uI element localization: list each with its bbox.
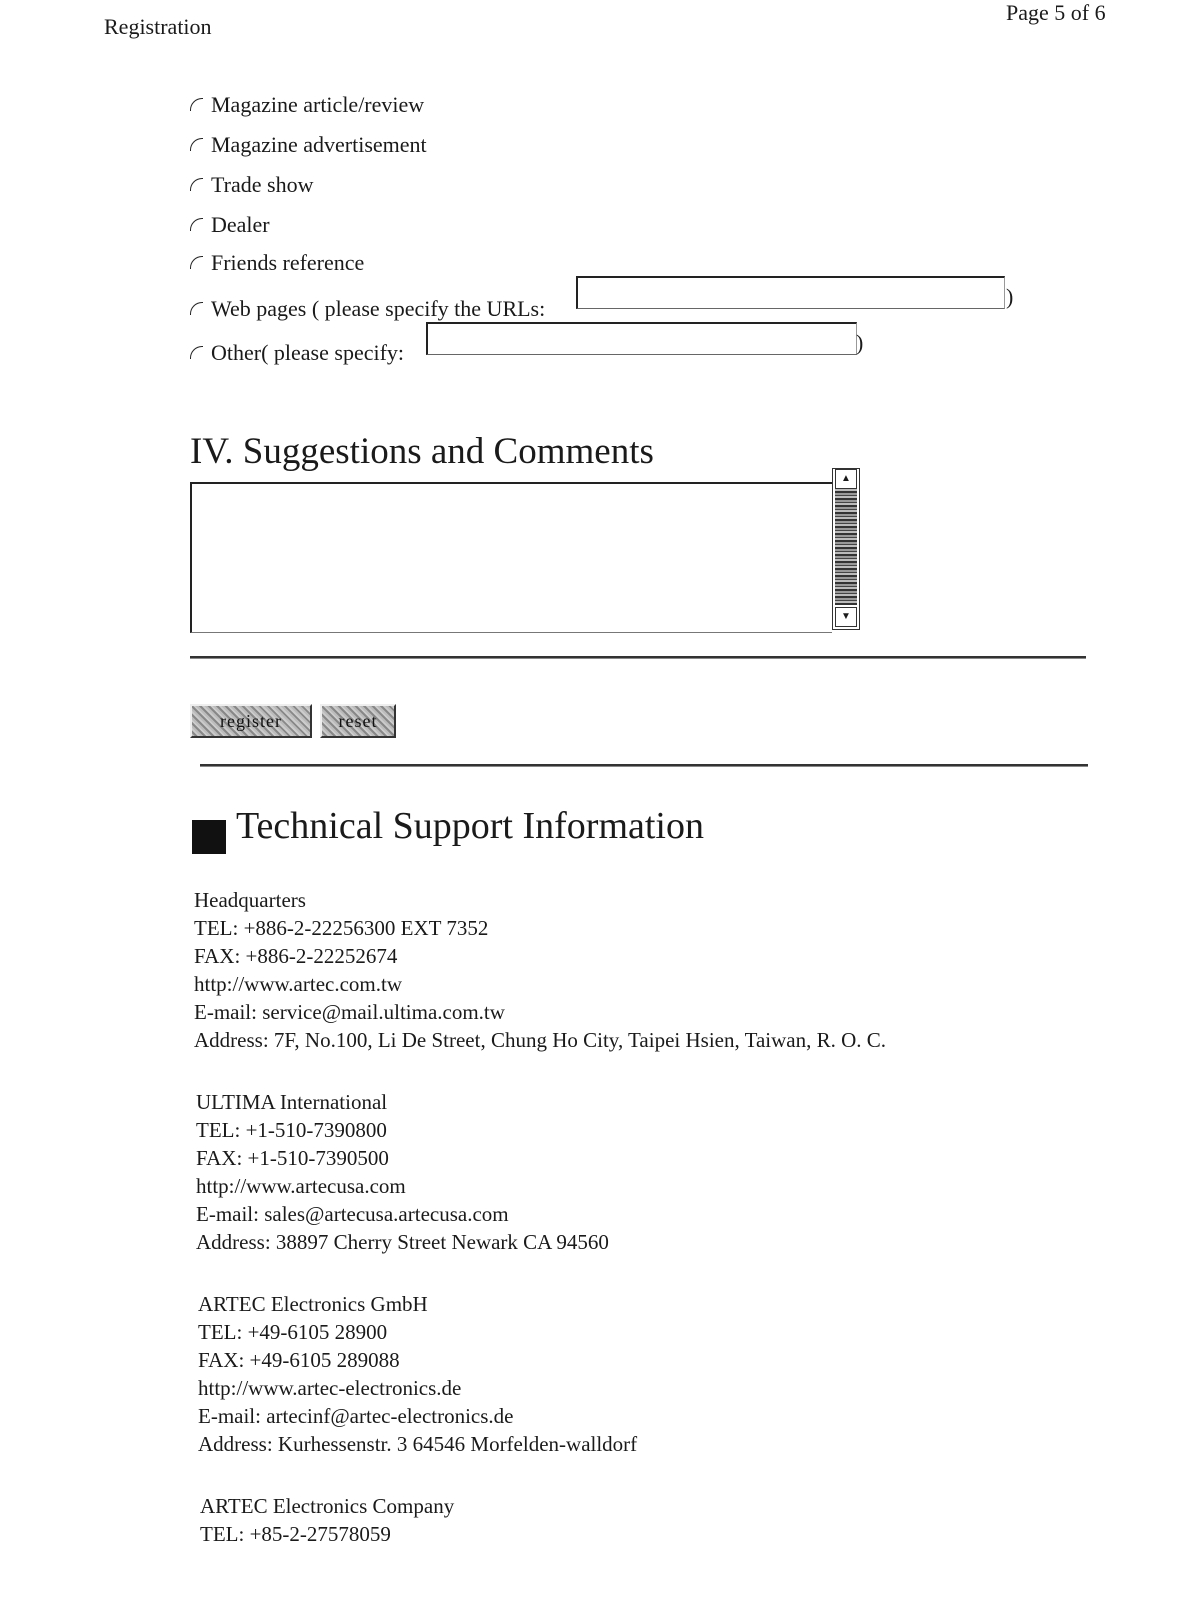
- contact-web-link[interactable]: http://www.artec-electronics.de: [198, 1376, 462, 1400]
- contact-web-link[interactable]: http://www.artecusa.com: [196, 1174, 406, 1198]
- comments-scrollbar[interactable]: [832, 468, 860, 630]
- page-title: Registration: [104, 14, 212, 39]
- scroll-up-icon[interactable]: ▲: [835, 469, 857, 489]
- radio-button[interactable]: [190, 98, 203, 111]
- page-number: Page 5 of 6: [1006, 0, 1106, 25]
- suggestions-section-title: IV. Suggestions and Comments: [190, 431, 654, 472]
- radio-label: Dealer: [211, 212, 270, 237]
- radio-label: Magazine article/review: [211, 92, 425, 117]
- contact-tel: TEL: +1-510-7390800: [196, 1118, 387, 1142]
- contact-name: ULTIMA International: [196, 1090, 388, 1114]
- contact-ultima: [196, 1088, 609, 1256]
- radio-option-friends-reference[interactable]: [190, 250, 364, 280]
- contact-address: Address: 38897 Cherry Street Newark CA 94560: [196, 1230, 609, 1254]
- contact-name: Headquarters: [194, 888, 306, 912]
- web-pages-url-input[interactable]: [576, 276, 1005, 309]
- radio-option-other[interactable]: [190, 340, 404, 370]
- contact-fax: FAX: +49-6105 289088: [198, 1348, 400, 1372]
- contact-email[interactable]: E-mail: artecinf@artec-electronics.de: [198, 1404, 514, 1428]
- divider-bottom: [200, 764, 1088, 767]
- radio-option-trade-show[interactable]: [190, 172, 313, 202]
- contact-headquarters: [194, 886, 886, 1054]
- contact-email[interactable]: E-mail: sales@artecusa.artecusa.com: [196, 1202, 509, 1226]
- contact-web-link[interactable]: http://www.artec.com.tw: [194, 972, 403, 996]
- contact-tel: TEL: +49-6105 28900: [198, 1320, 388, 1344]
- contact-name: ARTEC Electronics Company: [200, 1494, 455, 1518]
- radio-label: Web pages ( please specify the URLs:: [211, 296, 546, 321]
- contact-gmbh: [198, 1290, 637, 1458]
- radio-label: Friends reference: [211, 250, 365, 275]
- radio-button[interactable]: [190, 256, 203, 269]
- radio-label: Trade show: [211, 172, 314, 197]
- radio-button[interactable]: [190, 218, 203, 231]
- comments-textarea[interactable]: [190, 482, 832, 633]
- contact-address: Address: 7F, No.100, Li De Street, Chung Ho City, Taipei Hsien, Taiwan, R. O. C.: [194, 1028, 887, 1052]
- contact-tel: TEL: +886-2-22256300 EXT 7352: [194, 916, 489, 940]
- radio-button[interactable]: [190, 302, 203, 315]
- radio-button[interactable]: [190, 138, 203, 151]
- contact-address: Address: Kurhessenstr. 3 64546 Morfelden-walldorf: [198, 1432, 638, 1456]
- contact-company: [200, 1492, 454, 1548]
- reset-button[interactable]: reset: [320, 704, 396, 738]
- other-specify-input[interactable]: [426, 322, 857, 355]
- radio-button[interactable]: [190, 178, 203, 191]
- contact-name: ARTEC Electronics GmbH: [198, 1292, 428, 1316]
- scroll-down-icon[interactable]: ▼: [835, 607, 857, 627]
- support-section-title: Technical Support Information: [236, 805, 704, 847]
- contact-email[interactable]: E-mail: service@mail.ultima.com.tw: [194, 1000, 505, 1024]
- radio-option-magazine-article[interactable]: [190, 92, 424, 122]
- contact-tel: TEL: +85-2-27578059: [200, 1522, 391, 1546]
- web-pages-closing-paren: ): [1006, 284, 1014, 309]
- contact-fax: FAX: +1-510-7390500: [196, 1146, 389, 1170]
- radio-label: Other( please specify:: [211, 340, 405, 365]
- scroll-track[interactable]: [835, 489, 857, 605]
- other-closing-paren: ): [856, 330, 864, 355]
- radio-option-magazine-advertisement[interactable]: [190, 132, 427, 162]
- radio-button[interactable]: [190, 346, 203, 359]
- register-button[interactable]: register: [190, 704, 312, 738]
- radio-option-dealer[interactable]: [190, 212, 270, 242]
- divider-top: [190, 656, 1086, 659]
- contact-fax: FAX: +886-2-22252674: [194, 944, 398, 968]
- radio-label: Magazine advertisement: [211, 132, 427, 157]
- support-bullet-icon: [192, 820, 226, 854]
